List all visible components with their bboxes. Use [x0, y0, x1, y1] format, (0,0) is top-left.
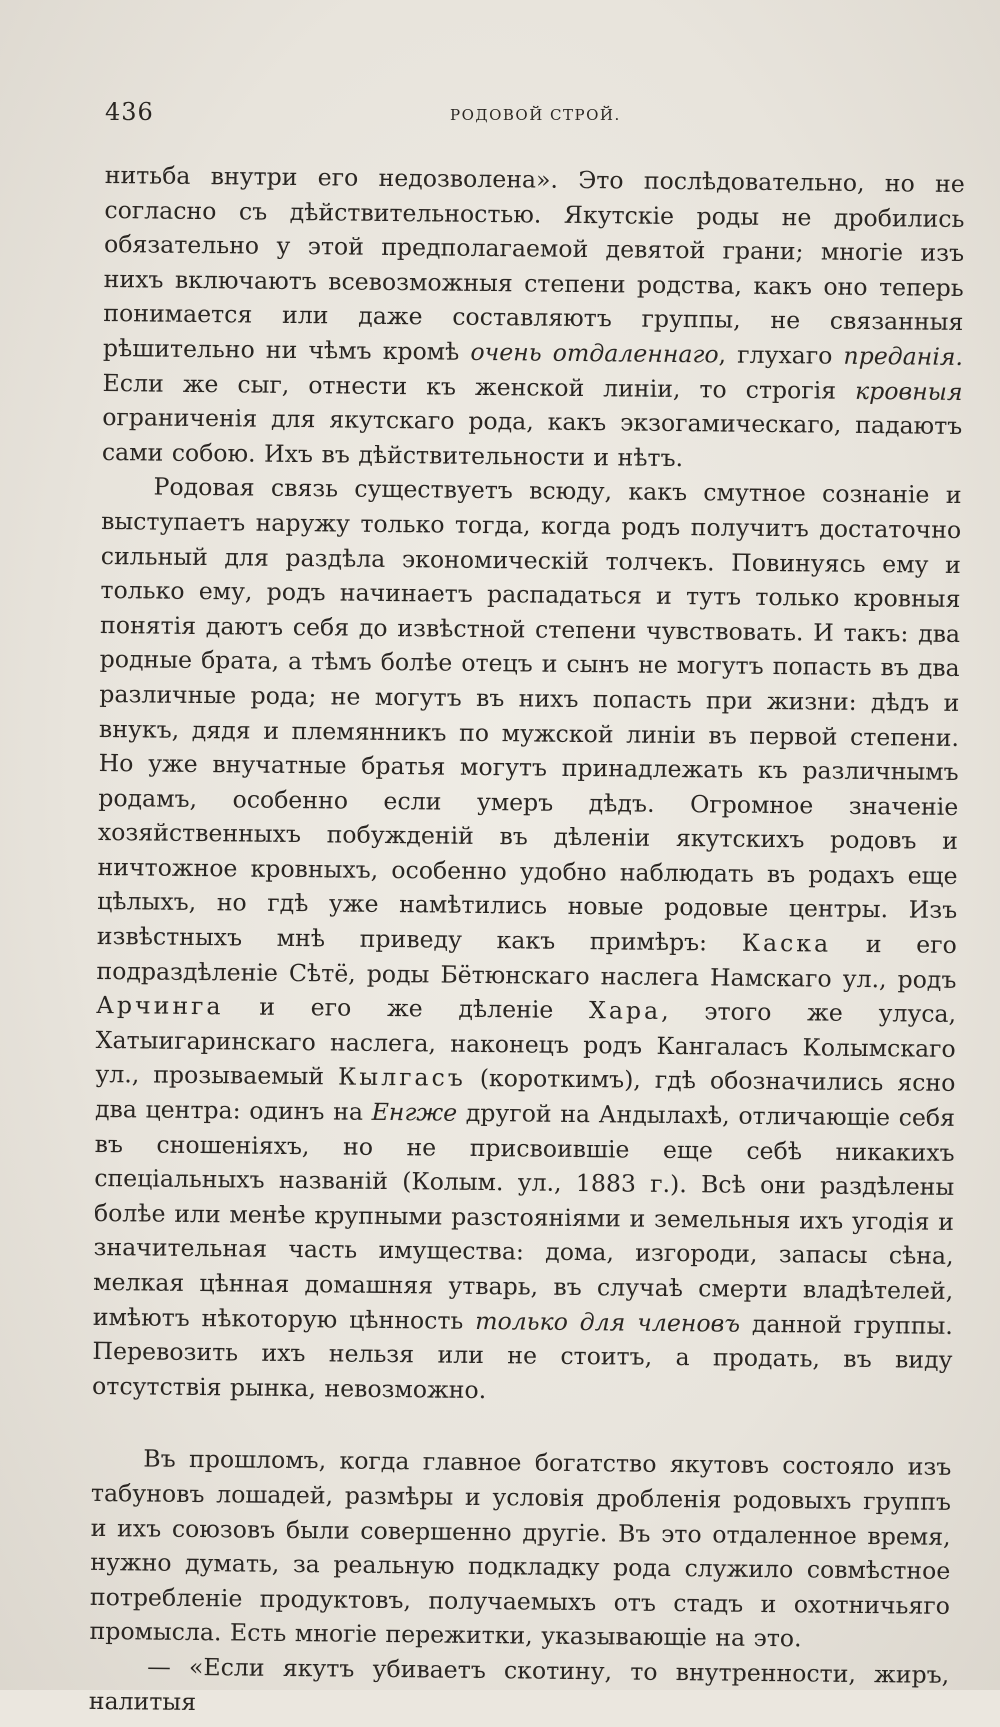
text-run: кровныя — [854, 376, 963, 406]
text-run: Арчинга — [95, 991, 224, 1021]
page-header — [105, 98, 965, 138]
text-run: Хара — [588, 996, 662, 1026]
paragraph-4 — [89, 1649, 950, 1727]
paragraph-1 — [102, 158, 965, 478]
text-run: нитьба внутри его недозволена». Это послѣдовательно, но не согласно съ дѣйствительностью. Якутскiе роды не дробились обязательно у этой предполагаемой девятой грани; многiе изъ нихъ включаютъ всевозможныя степени родства, какъ оно теперь понимается или даже составляютъ группы, не связанныя рѣшительно ни чѣмъ кромѣ — [102, 160, 965, 366]
text-run: Если же сыг, отнести къ женской линiи, то строгiя — [102, 368, 856, 405]
text-run: Родовая связь существуетъ всюду, какъ смутное сознанiе и выступаетъ наружу только тогда, когда родъ получитъ достаточно сильный для раздѣла экономическiй толчекъ. Повинуясь ему и только ему, родъ начинаетъ распадаться и тутъ только кровныя понятiя даютъ себя до извѣстной степени чувствовать. И такъ: два родные брата, а тѣмъ болѣе отецъ и сынъ не могутъ попасть въ два различные рода; не могутъ въ нихъ попасть при жизни: дѣдъ и внукъ, дядя и племянникъ по мужской линiи въ первой степени. Но уже внучатные братья могутъ принадлежать къ различнымъ родамъ, особенно если умеръ дѣдъ. Огромное значенiе хозяйственныхъ побужденiй въ дѣленiи якутскихъ родовъ и ничтожное кровныхъ, особенно удобно наблюдать въ родахъ еще цѣлыхъ, но гдѣ уже намѣтились новые родовые центры. Изъ извѣстныхъ мнѣ приведу какъ примѣръ: — [96, 472, 962, 957]
text-run: Енгже — [371, 1097, 458, 1127]
text-run: Въ прошломъ, когда главное богатство якутовъ состояло изъ табуновъ лошадей, размѣры и условiя дробленiя родовыхъ группъ и ихъ союзовъ были совершенно другiе. Въ это отдаленное время, нужно думать, за реальную подкладку рода служило совмѣстное потребленiе продуктовъ, получаемыхъ отъ стадъ и охотничьяго промысла. Есть многiе пережитки, указывающiе на это. — [89, 1444, 952, 1653]
page-number: 436 — [105, 98, 154, 126]
text-run: преданiя. — [843, 341, 964, 371]
text-run: другой на Андылахѣ, отличающiе себя въ сношенiяхъ, но не присвоившiе еще себѣ никакихъ спецiальныхъ названiй (Колым. ул., 1883 г.). Всѣ они раздѣлены болѣе или менѣе крупными разстоянiями и земельныя ихъ угодiя и значительная часть имущества: дома, изгороди, запасы сѣна, мелкая цѣнная домашняя утварь, въ случаѣ смерти владѣтелей, имѣютъ нѣкоторую цѣнность — [92, 1098, 956, 1335]
text-run: (короткимъ), гдѣ обозначились ясно два центра: одинъ на — [94, 1064, 956, 1126]
text-run: и его подраздѣленiе Сѣтё, роды Бётюнскаго наслега Намскаго ул., родъ — [96, 929, 957, 994]
text-run: данной группы. Перевозить ихъ нельзя или не стоитъ, а продать, въ виду отсутствiя рынка, невозможно. — [91, 1309, 953, 1404]
text-run: , этого же улуса, Хатыигаринскаго наслега, наконецъ родъ Кангаласъ Колымскаго ул., прозываемый — [95, 997, 957, 1091]
running-title: РОДОВОЙ СТРОЙ. — [450, 106, 621, 124]
text-run: Кылгасъ — [337, 1062, 466, 1093]
text-run: только для членовъ — [475, 1306, 741, 1338]
paragraph-3 — [89, 1441, 951, 1658]
text-run: и его же дѣленiе — [223, 992, 590, 1025]
text-run: , глухаго — [718, 340, 844, 370]
paragraph-2 — [92, 469, 962, 1412]
body-text — [89, 158, 965, 1727]
text-run: — «Если якутъ убиваетъ скотину, то внутренности, жиръ, налитыя — [88, 1652, 950, 1716]
text-run: очень отдаленнаго — [470, 337, 719, 369]
text-run: Каска — [741, 928, 832, 958]
text-run: ограниченiя для якутскаго рода, какъ экзогамическаго, падаютъ сами собою. Ихъ въ дѣйствительности и нѣтъ. — [101, 403, 963, 472]
